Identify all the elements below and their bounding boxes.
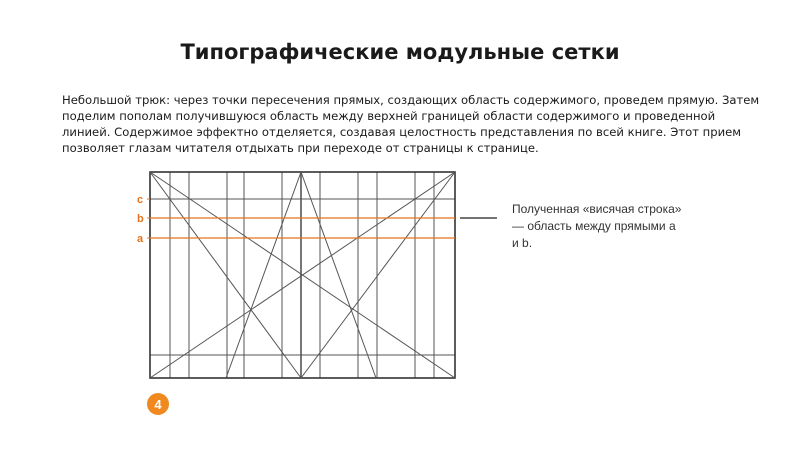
diagonal-lines — [150, 172, 455, 378]
page-number-badge — [147, 393, 169, 415]
line-label-c: c — [137, 194, 144, 206]
diagonal-line — [150, 172, 301, 378]
slide-body-text: Небольшой трюк: через точки пересечения прямых, создающих область содержимого, проведем прямую. Затем поделим пополам получившуюся область между верхней границей области содержимого и проведенной линией. Содержимое эффектно отделяется, создавая целостность представления по всей книге. Этот прием позволяет глазам читателя отдыхать при переходе от страницы к странице. — [62, 93, 760, 155]
line-label-a: a — [137, 233, 144, 245]
horizontal-grid-lines — [150, 199, 455, 355]
diagonal-line — [301, 172, 455, 378]
callout-note: Полученная «висячая строка» — область между прямыми a и b. — [512, 202, 682, 250]
slide-title: Типографические модульные сетки — [180, 40, 620, 64]
page-number: 4 — [154, 396, 162, 412]
line-label-b: b — [137, 213, 144, 225]
diagonal-line — [226, 172, 301, 378]
diagonal-line — [301, 172, 376, 378]
